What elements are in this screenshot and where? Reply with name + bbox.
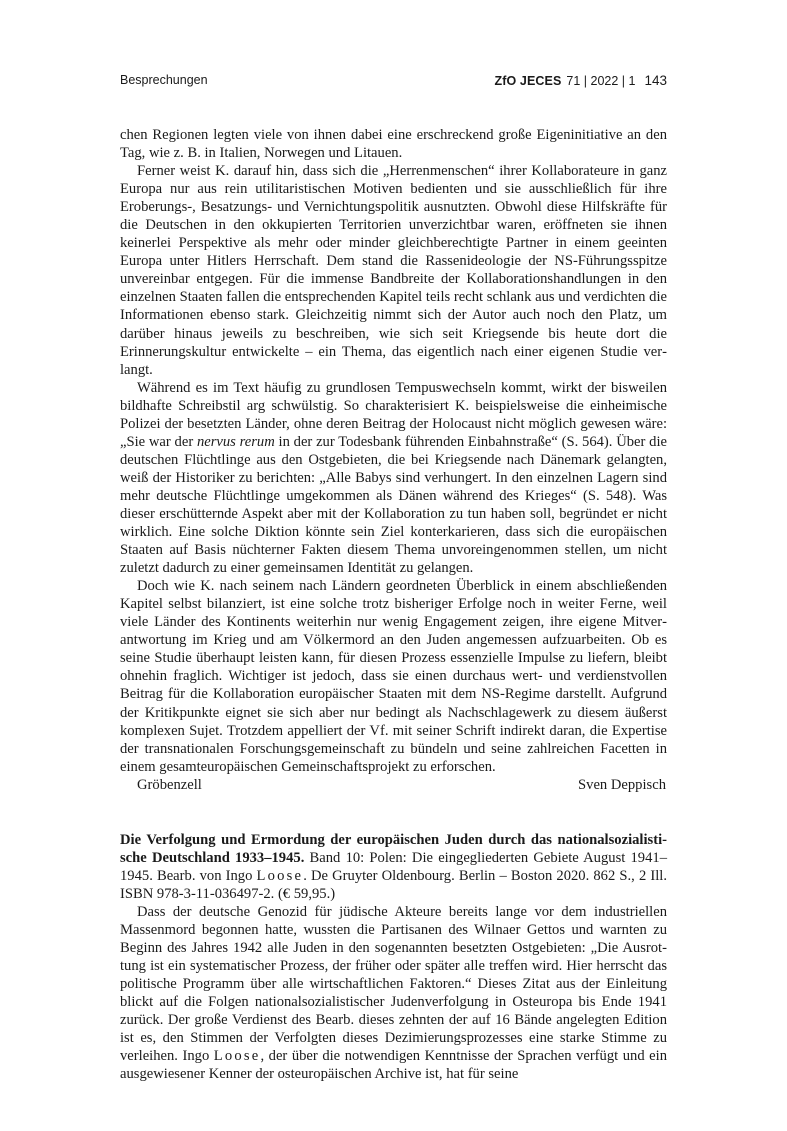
running-header [120, 73, 667, 93]
paragraph-text: in der zur Todesbank führenden Einbahnstraße“ (S. 564). Über die deutschen Flüchtlinge aus den Ostgebieten, die bei Kriegsende nach Dänemark gelangten, weiß der Historiker zu berichten: „Alle Babys sind verhungert. In den einzelnen Lagern sind mehr deutsche Flüchtlinge umgekommen als Dänen während des Krieges“ (S. 548). Was dieser erschütternde Aspekt aber mit der Kollaboration zu tun haben soll, begründet er nicht wirklich. Eine solche Diktion könnte sein Ziel konterkarieren, dass sich die europäischen Staaten auf Basis nüchterner Fakten diesem Thema unvoreingenommen stellen, um nicht zuletzt dadurch zu einer gemeinsamen Identität zu gelangen. [120, 433, 667, 577]
review-paragraph [120, 379, 667, 578]
page-body [120, 126, 667, 1083]
latin-phrase: nervus rerum [196, 433, 275, 450]
section-title: Besprechungen [120, 73, 208, 87]
review-paragraph: Ferner weist K. darauf hin, dass sich die „Herrenmenschen“ ihrer Kollaborateure in ganz Europa nur aus rein utilitaristischen Motiven bedienten und sie ausschließlich für ihre Eroberungs-, Besatzungs- und Vernichtungspolitik ausnutzten. Obwohl diese Hilfskräfte für die Deutschen in den okkupierten Territorien unverzichtbar waren, eröffneten sie ihnen keinerlei Perspektive als mehr oder minder gleichberechtigte Partner in einem geeinten Europa unter Hitlers Herrschaft. Dem stand die Rassenideologie der NS-Führungsspitze unvereinbar entgegen. Für die immense Bandbreite der Kollaborationshandlungen in den einzelnen Staaten fallen die entsprechenden Kapitel teils recht schlank aus und verdichten die Informationen ebenso stark. Gleichzeitig nimmt sich der Autor auch noch den Platz, um darüber hinaus jeweils zu beschreiben, wie sich seit Kriegsende bis heute dort die Erinnerungskultur entwickelte – ein Thema, das eigentlich nach einer eigenen Studie verlangt. [120, 163, 667, 378]
paragraph-text: , der über die notwendigen Kenntnisse der Sprachen verfügt und ein ausgewiesener Kenner der osteuropäischen Archive ist, hat für seine [120, 1048, 667, 1083]
reviewer-place: Gröbenzell [137, 776, 202, 793]
editor-name: Loose [213, 1048, 261, 1065]
review-bibliography [120, 831, 667, 903]
book-title: Die Verfolgung und Ermordung der europäischen Juden durch das nationalsozialistische Deutschland 1933–1945. [120, 831, 667, 866]
bibliographic-details: . De Gruyter Oldenbourg. Berlin – Boston 2020. 862 S., 2 Ill. ISBN 978-3-11-036497-2. (€ 59,95.) [120, 867, 667, 902]
editor-name: Loose [256, 867, 304, 884]
paragraph-text: Während es im Text häufig zu grundlosen Tempuswechseln kommt, wirkt der bisweilen bildhafte Schreibstil arg schwülstig. So charakterisiert K. beispielsweise die einheimische Polizei der besetzten Länder, ohne deren Beitrag der Holocaust nicht möglich gewesen wäre: „Sie war der [120, 379, 667, 450]
review-paragraph [120, 903, 667, 1083]
reviewer-name: Sven Deppisch [578, 776, 666, 793]
page-number: 143 [644, 73, 667, 88]
journal-info [495, 73, 667, 88]
review-paragraph: chen Regionen legten viele von ihnen dabei eine erschreckend große Eigeninitiative an den Tag, wie z. B. in Italien, Norwegen und Litauen. [120, 127, 667, 162]
paragraph-text: Dass der deutsche Genozid für jüdische Akteure bereits lange vor dem industriellen Massenmord begonnen hatte, wussten die Partisanen des Wilnaer Gettos und warnten zu Beginn des Jahres 1942 alle Juden in den sogenannten besetzten Ostgebieten: „Die Ausrottung ist ein systematischer Prozess, der früher oder später alle treffen wird. Hier herrscht das politische Programm über alle wirtschaftlichen Faktoren.“ Dieses Zitat aus der Einleitung blickt auf die Folgen nationalsozialistischer Judenverfolgung in Osteuropa bis Ende 1941 zurück. Der große Verdienst des Bearb. dieses zehnten der auf 16 Bände angelegten Edition ist es, den Stimmen der Verfolgten dieses Dezimierungsprozesses eine starke Stimme zu verleihen. Ingo [120, 903, 667, 1065]
bibliographic-details: Band 10: Polen: Die eingegliederten Gebiete August 1941–1945. Bearb. von Ingo [120, 849, 667, 884]
journal-name: ZfO JECES [494, 74, 562, 88]
review-signature [120, 776, 667, 794]
journal-volume: 71 | 2022 | 1 [566, 74, 636, 88]
review-paragraph: Doch wie K. nach seinem nach Ländern geordneten Überblick in einem abschließenden Kapitel selbst bilanziert, ist eine solche trotz bisheriger Erfolge noch in weiter Ferne, weil viele Länder des Kontinents weiterhin nur wenig Engagement zeigen, ihre eigene Mitverantwortung im Krieg und am Völkermord an den Juden angemessen aufzuarbeiten. Ob es seine Studie überhaupt leisten kann, für diesen Prozess essenzielle Impulse zu liefern, bleibt ohnehin fraglich. Wichtiger ist jedoch, dass sie einen durchaus wert- und verdienstvollen Beitrag für die Kollaboration europäischer Staaten mit dem NS-Regime darstellt. Aufgrund der Kritikpunkte eignet sie sich aber nur bedingt als Nachschlagewerk zu diesem äußerst komplexen Sujet. Trotzdem appelliert der Vf. mit seiner Schrift indirekt daran, die Expertise der transnationalen Forschungsgemeinschaft zu bündeln und seine zahlreichen Facetten in einem gesamteuropäischen Gemeinschaftsprojekt zu erforschen. [120, 578, 667, 775]
